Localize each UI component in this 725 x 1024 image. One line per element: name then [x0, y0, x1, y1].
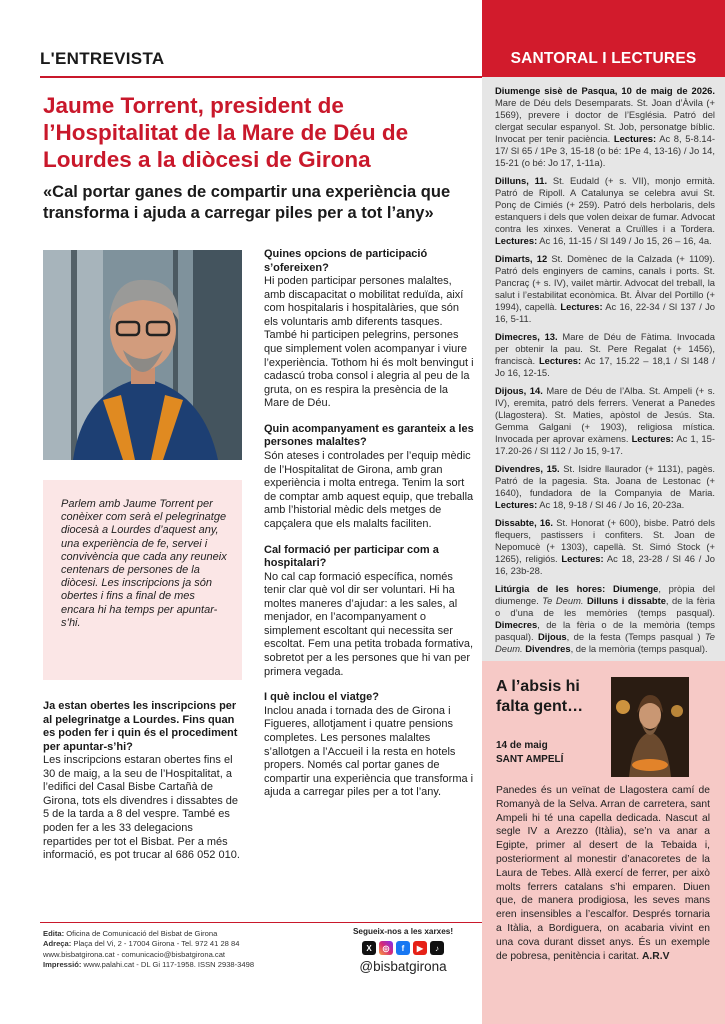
intro-box — [43, 480, 242, 680]
question: I què inclou el viatge? — [264, 691, 379, 704]
follow-label: Segueix-nos a les xarxes! — [352, 927, 454, 936]
absis-title: A l’absis hi falta gent… — [496, 678, 584, 715]
section-label: L'ENTREVISTA — [40, 49, 165, 68]
facebook-icon[interactable]: f — [396, 941, 410, 955]
absis-text: Panedes és un veïnat de Llagostera camí de Romanyà de la Selva. Arran de carretera, sant Ampeli hi té una capella dedicada. Nascut al segle IV a Arezzo (Itàlia), se’n va anar a Egipte, primer al desert de la Tebaida i, posteriorment al monestir d’anacoretes de la Laura de Tebes. Allà exercí de ferrer, per això molts ferrers catalans s’hi emparen. Diuen que, de manera prodigiosa, les seves mans eren insensibles a l’escalfor. Després tornaria a Itàlia, a Bordiguera, on acabaria vivint en una cova durant disset anys. És un exemple de pobresa, penitència i caritat. A.R.V — [496, 785, 710, 962]
tiktok-icon[interactable]: ♪ — [430, 941, 444, 955]
question: Quin acompanyament es garanteix a les persones malaltes? — [264, 422, 474, 449]
answer: Són ateses i controlades per l’equip mèdic de l’Hospitalitat de Girona, amb gran experiència i molta entrega. Tenim la sort de comptar amb aquest equip, que treballa amb l’historial mèdic dels metges de capçalera que els malalts faciliten. — [264, 449, 474, 530]
answer: Hi poden participar persones malaltes, amb discapacitat o mobilitat reduïda, així com hospitalaris i hospitalàries, que són els voluntaris amb diferents tasques. També hi participen pelegrins, persones que simplement volen acompanyar i viure l’experiència. Tothom hi és molt benvingut i cadascú troba consol i alegria al peu de la gruta, on es respira la presència de la Mare de Déu. — [264, 275, 474, 410]
adreca-label: Adreça: — [43, 939, 72, 949]
footer-rule — [40, 922, 482, 923]
subheadline: «Cal portar ganes de compartir una experiència que transforma i ajuda a carregar piles per a tot l’any» — [43, 183, 451, 222]
social-icons — [348, 941, 458, 955]
x-icon[interactable]: X — [362, 941, 376, 955]
adreca-text: Plaça del Vi, 2 - 17004 Girona - Tel. 972 41 28 84 — [73, 939, 240, 949]
question: Cal formació per participar com a hospitalari? — [264, 543, 439, 569]
santoral-entry: Dimecres, 13. Mare de Déu de Fàtima. Invocada per obtenir la pau. St. Pere Regalat (+ 1456), franciscà. Lectures: Ac 17, 15.22 – 18,1 / Sl 148 / Jo 16, 12-15. — [495, 331, 715, 378]
edita-text: Oficina de Comunicació del Bisbat de Girona — [66, 929, 218, 938]
impressio-text: www.palahi.cat - DL Gi 117-1958. ISSN 2938-3498 — [83, 960, 255, 970]
impressio-label: Impressió: — [43, 960, 82, 970]
saint-image — [611, 677, 689, 777]
sidebar — [482, 0, 725, 1024]
absis-saint: SANT AMPELÍ — [496, 754, 564, 765]
santoral-entry: Diumenge sisè de Pasqua, 10 de maig de 2026. Mare de Déu dels Desemparats. St. Joan d’Àvila (+ 1569), prevere i doctor de l’Església. Patró del clergat secular espanyol. St. Job, personatge bíblic. Invocat per tenir paciència. Lectures: Ac 8, 5-8.14-17/ Sl 65 / 1Pe 3, 15-18 (o bé: 1Pe 4, 13-16) / Jo 14, 15-21 (o bé: Jo 17, 1-11a). — [495, 85, 715, 168]
instagram-icon[interactable]: ◎ — [379, 941, 393, 955]
intro-text: Parlem amb Jaume Torrent per conèixer com serà el pelegrinatge diocesà a Lourdes d’aquest any, una experiència de fe, servei i convivència que cada any reuneix centenars de persones de la diòcesi. Les inscripcions ja són obertes i fins a final de mes encara hi ha temps per apuntar-s’hi. — [61, 498, 227, 629]
footer-credits — [43, 929, 333, 971]
right-column — [264, 248, 474, 812]
interviewee-photo — [43, 250, 242, 460]
sidebar-header — [482, 0, 725, 77]
social-handle[interactable]: @bisbatgirona — [359, 959, 447, 974]
web-link[interactable]: www.bisbatgirona.cat - comunicacio@bisbatgirona.cat — [43, 949, 226, 959]
santoral-entry: Dissabte, 16. St. Honorat (+ 600), bisbe. Patró dels flequers, pastissers i confiters. St. Joan de Nepomucè (+ 1303), capellà. St. Simó Stock (+ 1265), religiós. Lectures: Ac 18, 23-28 / Sl 46 / Jo 16, 23b-28. — [495, 517, 716, 576]
santoral-list — [482, 77, 725, 661]
edita-label: Edita: — [43, 929, 65, 938]
youtube-icon[interactable]: ▶ — [413, 941, 427, 955]
answer: Les inscripcions estaran obertes fins el 30 de maig, a la seu de l’Hospitalitat, a l’edifici del Casal Bisbe Cartañà de Girona, tots els divendres i dissabtes de 5 de la tarda a 8 del vespre. També es poden fer a les 33 delegacions repartides per tot el Bisbat. Per a més informació, es pot trucar al 686 052 010. — [43, 754, 240, 862]
absis-box — [482, 661, 725, 1024]
santoral-entry: Divendres, 15. St. Isidre llaurador (+ 1131), pagès. Patró de la pagesia. Sta. Joana de Lestonac (+ 1640), fundadora de la Companyia de Maria. Lectures: Ac 18, 9-18 / Sl 46 / Jo 16, 20-23a. — [495, 463, 716, 510]
question: Ja estan obertes les inscripcions per al pelegrinatge a Lourdes. Fins quan es poden fer i quin és el procediment per apuntar-s’hi? — [43, 700, 238, 753]
santoral-entry: Dilluns, 11. St. Eudald (+ s. VII), monjo ermità. Patró de Ripoll. A Catalunya se celebra avui St. Ponç de Cimiés (+ 259). Patró dels herbolaris, dels estanquers i dels que volen deixar de fumar. Advocat contra les xinxes. Venerat a Cruïlles i a Tordera. Lectures: Ac 16, 11-15 / Sl 149 / Jo 15, 26 – 16, 4a. — [495, 175, 716, 246]
santoral-entry: Dijous, 14. Mare de Déu de l’Alba. St. Ampeli (+ s. IV), eremita, patró dels ferrers. Venerat a Panedes (Llagostera). St. Maties, apòstol de Jesús. Sta. Gemma Galgani (+ 1903), religiosa mística. Invocada per aprovar exàmens. Lectures: Ac 1, 15-17.20-26 / Sl 112 / Jo 15, 9-17. — [495, 385, 715, 456]
answer: No cal cap formació específica, només tenir clar què vol dir ser voluntari. Hi ha moltes maneres d’ajudar: a les sales, al menjador, en l’acompanyament o simplement escoltant qui necessita ser escoltat. Fem una petita trobada formativa, sobretot per a les persones que hi van per primera vegada. — [264, 570, 474, 678]
liturgia-entry: Litúrgia de les hores: Diumenge, pròpia del diumenge. Te Deum. Dilluns i dissabte, de la fèria o d’una de les memòries (temps pasqual). Dimecres, de la fèria o de la memòria (temps pasqual). Dijous, de la festa (Temps pasqual ) Te Deum. Divendres, de la memòria (temps pasqual). — [495, 583, 716, 654]
santoral-entry: Dimarts, 12 St. Domènec de la Calzada (+ 1109). Patró dels enginyers de camins, canals i ports. St. Pancraç (+ s. IV), vailet màrtir. Advocat del treball, la salut i l’estabilitat econòmica. Bt. Àlvar del Portillo (+ 1994), capellà. Lectures: Ac 16, 22-34 / Sl 137 / Jo 16, 5-11. — [495, 253, 716, 324]
header-rule — [40, 76, 482, 78]
answer: Inclou anada i tornada des de Girona i Figueres, allotjament i quatre pensions completes. Les persones malaltes s’allotgen a l’Accueil i la resta en hotels propers. Només cal portar ganes de compartir una experiència que transforma i ajuda a carregar piles per a tot l’any. — [264, 704, 474, 799]
headline: Jaume Torrent, president de l’Hospitalitat de la Mare de Déu de Lourdes a la diòcesi de Girona — [43, 93, 409, 172]
social-block — [348, 927, 458, 974]
sidebar-title: SANTORAL I LECTURES — [510, 50, 697, 67]
question: Quines opcions de participació s’ofereixen? — [264, 248, 428, 274]
absis-date: 14 de maig — [496, 740, 548, 751]
left-column — [43, 700, 242, 875]
absis-signature: A.R.V — [641, 950, 670, 962]
